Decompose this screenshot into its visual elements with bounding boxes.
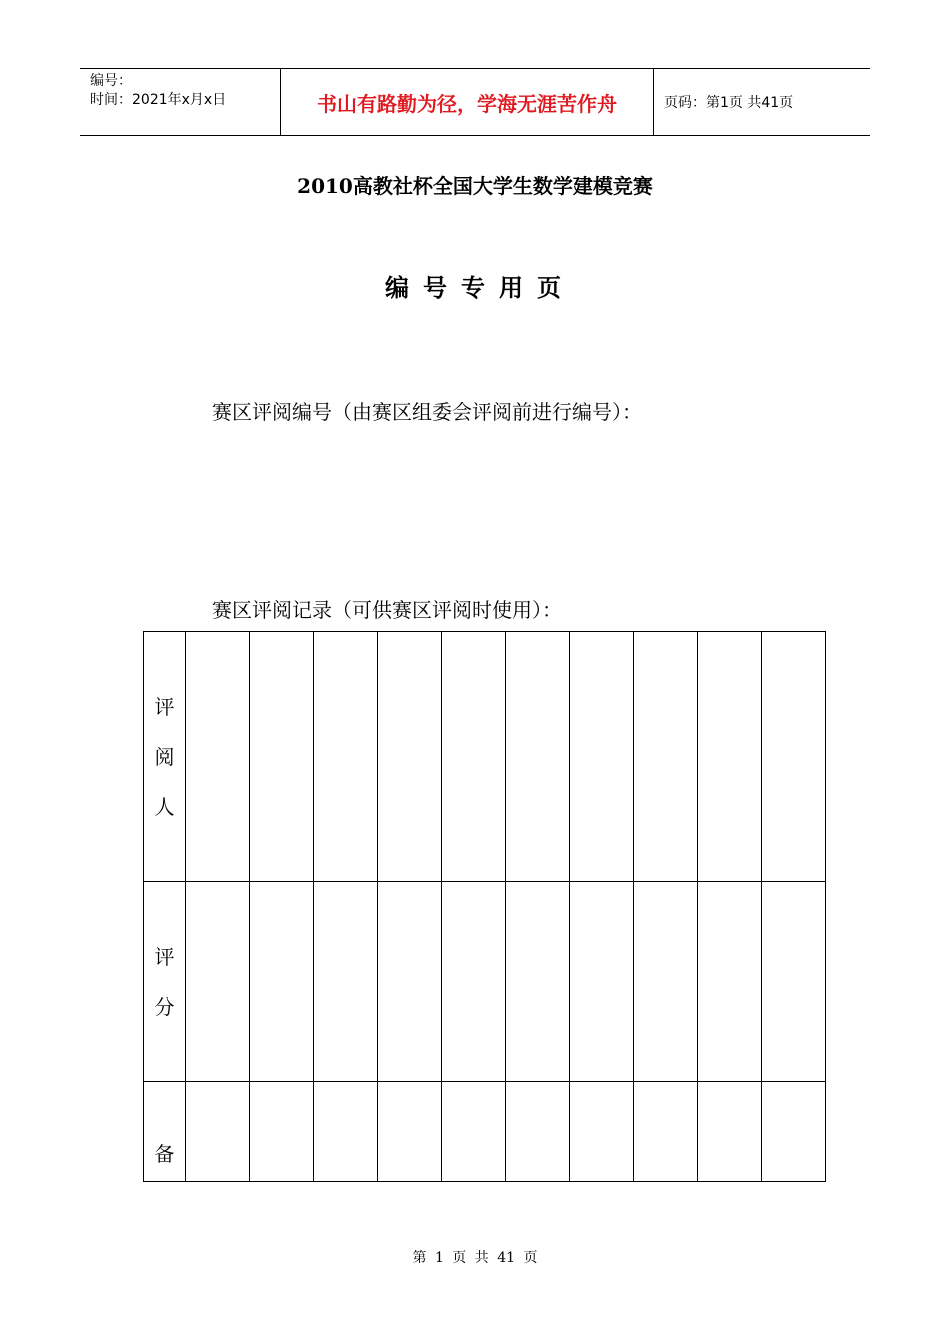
table-cell[interactable] <box>378 632 442 882</box>
table-cell[interactable] <box>634 1082 698 1182</box>
row-header-reviewer <box>144 632 186 882</box>
number-label: 编号： <box>90 73 132 89</box>
table-cell[interactable] <box>314 882 378 1082</box>
table-cell[interactable] <box>378 1082 442 1182</box>
table-cell[interactable] <box>570 1082 634 1182</box>
table-cell[interactable] <box>762 632 826 882</box>
table-cell[interactable] <box>314 1082 378 1182</box>
row-header-score <box>144 882 186 1082</box>
table-cell[interactable] <box>698 882 762 1082</box>
table-cell[interactable] <box>186 882 250 1082</box>
row-header-char: 评 <box>154 944 175 969</box>
table-cell[interactable] <box>762 882 826 1082</box>
table-row-score <box>144 882 826 1082</box>
document-title: 2010高教社杯全国大学生数学建模竞赛 <box>297 174 653 198</box>
table-cell[interactable] <box>570 882 634 1082</box>
table-cell[interactable] <box>698 1082 762 1182</box>
table-cell[interactable] <box>634 882 698 1082</box>
table-cell[interactable] <box>506 632 570 882</box>
row-header-char: 阅 <box>154 744 175 769</box>
table-cell[interactable] <box>250 1082 314 1182</box>
review-record-label: 赛区评阅记录（可供赛区评阅时使用）： <box>212 598 562 622</box>
table-cell[interactable] <box>378 882 442 1082</box>
review-number-label: 赛区评阅编号（由赛区组委会评阅前进行编号）： <box>212 400 642 424</box>
table-row-remarks <box>144 1082 826 1182</box>
table-cell[interactable] <box>634 632 698 882</box>
table-cell[interactable] <box>186 632 250 882</box>
table-cell[interactable] <box>762 1082 826 1182</box>
table-cell[interactable] <box>442 632 506 882</box>
review-table <box>143 631 826 1182</box>
table-cell[interactable] <box>698 632 762 882</box>
row-header-char: 分 <box>154 994 175 1019</box>
row-header-remarks <box>144 1082 186 1182</box>
table-cell[interactable] <box>442 882 506 1082</box>
row-header-char: 备 <box>154 1142 175 1166</box>
row-header-char: 人 <box>154 794 175 819</box>
table-row-reviewer <box>144 632 826 882</box>
table-cell[interactable] <box>442 1082 506 1182</box>
table-cell[interactable] <box>506 1082 570 1182</box>
header-motto: 书山有路勤为径，学海无涯苦作舟 <box>281 69 654 135</box>
table-cell[interactable] <box>314 632 378 882</box>
table-cell[interactable] <box>186 1082 250 1182</box>
table-cell[interactable] <box>506 882 570 1082</box>
time-label: 时间：2021年x月x日 <box>90 92 227 108</box>
header-meta <box>80 69 281 135</box>
page-header <box>80 68 870 136</box>
table-cell[interactable] <box>570 632 634 882</box>
page-footer: 第 1 页 共 41 页 <box>412 1250 538 1266</box>
table-cell[interactable] <box>250 882 314 1082</box>
header-page-info: 页码：第1页 共41页 <box>664 95 794 111</box>
row-header-char: 评 <box>154 694 175 719</box>
table-cell[interactable] <box>250 632 314 882</box>
document-subtitle: 编号专用页 <box>385 273 575 302</box>
